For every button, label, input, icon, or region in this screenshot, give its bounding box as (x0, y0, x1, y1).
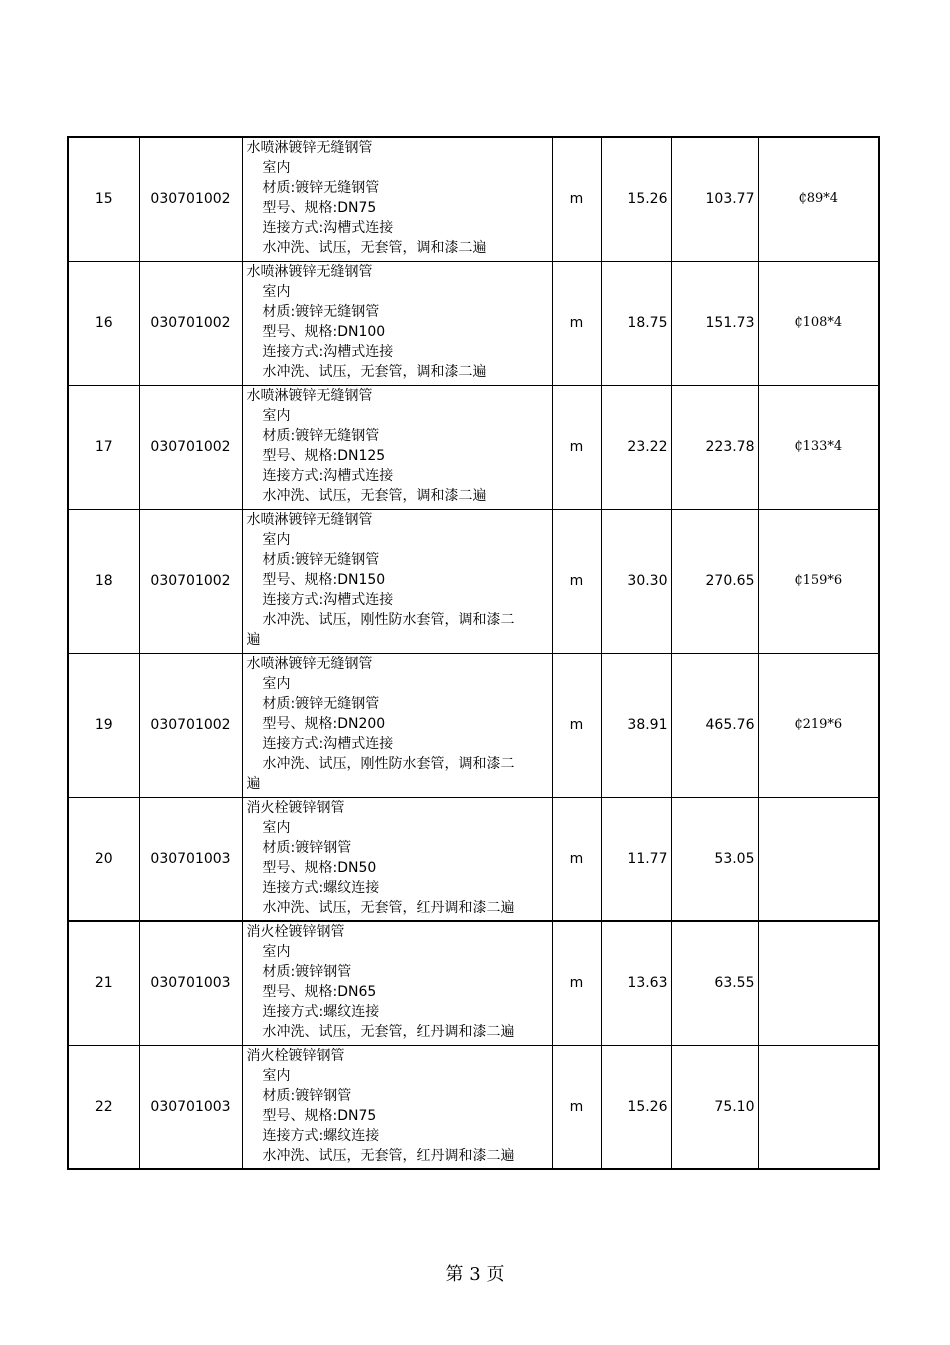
pipe-spec-note-cell: ₵89*4 (758, 137, 879, 261)
description-line: 连接方式:沟槽式连接 (262, 591, 394, 608)
amount-cell: 270.65 (671, 509, 758, 653)
table-row (68, 509, 879, 653)
description-line: 遍 (246, 775, 261, 792)
pipe-spec-note-cell (758, 1045, 879, 1169)
description-line: 室内 (262, 283, 291, 300)
description-title: 水喷淋镀锌无缝钢管 (246, 655, 373, 672)
amount-cell: 75.10 (671, 1045, 758, 1169)
table-row (68, 1045, 879, 1169)
description-line: 型号、规格:DN125 (262, 447, 386, 464)
pipe-spec-note-cell: ₵108*4 (758, 261, 879, 385)
item-code-cell: 030701002 (139, 653, 242, 797)
item-number-cell: 19 (68, 653, 139, 797)
quantity-cell: 23.22 (601, 385, 671, 509)
amount-cell: 151.73 (671, 261, 758, 385)
item-number-cell: 18 (68, 509, 139, 653)
item-description-cell (242, 1045, 552, 1169)
description-line: 材质:镀锌钢管 (262, 964, 352, 980)
description-line: 室内 (262, 944, 291, 960)
amount-cell: 53.05 (671, 797, 758, 921)
unit-cell: m (552, 137, 601, 261)
quantity-cell: 11.77 (601, 797, 671, 921)
description-line: 材质:镀锌钢管 (262, 1087, 352, 1104)
description-line: 型号、规格:DN75 (262, 200, 377, 216)
bill-of-quantities-table (67, 136, 880, 1170)
unit-cell: m (552, 1045, 601, 1169)
unit-cell: m (552, 261, 601, 385)
amount-cell: 103.77 (671, 137, 758, 261)
description-line: 室内 (262, 160, 291, 176)
description-line: 连接方式:螺纹连接 (262, 879, 380, 896)
item-number-cell: 15 (68, 137, 139, 261)
item-code-cell: 030701003 (139, 921, 242, 1045)
amount-cell: 465.76 (671, 653, 758, 797)
amount-cell: 63.55 (671, 921, 758, 1045)
item-code-cell: 030701002 (139, 385, 242, 509)
description-title: 水喷淋镀锌无缝钢管 (246, 387, 373, 404)
description-line: 室内 (262, 407, 291, 424)
description-line: 连接方式:沟槽式连接 (262, 220, 394, 236)
quantity-cell: 30.30 (601, 509, 671, 653)
table-row (68, 921, 879, 1045)
description-line: 遍 (246, 631, 261, 648)
description-title: 水喷淋镀锌无缝钢管 (246, 263, 373, 280)
item-number-cell: 20 (68, 797, 139, 921)
item-description-cell (242, 509, 552, 653)
description-line: 材质:镀锌无缝钢管 (262, 427, 380, 444)
description-line: 型号、规格:DN50 (262, 859, 377, 876)
description-line: 室内 (262, 819, 291, 836)
amount-cell: 223.78 (671, 385, 758, 509)
table-body (68, 137, 879, 1169)
page-number: 第 3 页 (445, 1264, 505, 1285)
description-line: 室内 (262, 531, 291, 548)
item-code-cell: 030701003 (139, 797, 242, 921)
item-description-cell (242, 921, 552, 1045)
description-line: 材质:镀锌无缝钢管 (262, 303, 380, 320)
description-line: 连接方式:沟槽式连接 (262, 735, 394, 752)
item-code-cell: 030701002 (139, 261, 242, 385)
quantity-cell: 18.75 (601, 261, 671, 385)
table-row (68, 261, 879, 385)
item-description-cell (242, 653, 552, 797)
unit-cell: m (552, 797, 601, 921)
item-description-cell (242, 797, 552, 921)
pipe-spec-note-cell: ₵133*4 (758, 385, 879, 509)
item-number-cell: 21 (68, 921, 139, 1045)
description-line: 型号、规格:DN75 (262, 1107, 377, 1124)
description-line: 型号、规格:DN200 (262, 715, 386, 732)
item-description-cell (242, 385, 552, 509)
description-line: 连接方式:螺纹连接 (262, 1004, 380, 1020)
pipe-spec-note-cell (758, 797, 879, 921)
quantity-cell: 15.26 (601, 1045, 671, 1169)
description-title: 消火栓镀锌钢管 (246, 799, 345, 816)
pipe-spec-note-cell: ₵159*6 (758, 509, 879, 653)
description-line: 型号、规格:DN150 (262, 571, 386, 588)
description-line: 水冲洗、试压，无套管，红丹调和漆二遍 (262, 899, 515, 916)
description-line: 水冲洗、试压，无套管，调和漆二遍 (262, 487, 487, 504)
description-line: 水冲洗、试压，无套管，红丹调和漆二遍 (262, 1147, 515, 1164)
description-line: 连接方式:螺纹连接 (262, 1127, 380, 1144)
item-code-cell: 030701003 (139, 1045, 242, 1169)
description-line: 连接方式:沟槽式连接 (262, 467, 394, 484)
item-number-cell: 16 (68, 261, 139, 385)
unit-cell: m (552, 921, 601, 1045)
description-title: 水喷淋镀锌无缝钢管 (246, 511, 373, 528)
description-line: 材质:镀锌无缝钢管 (262, 180, 380, 196)
description-line: 连接方式:沟槽式连接 (262, 343, 394, 360)
description-line: 室内 (262, 1067, 291, 1084)
description-line: 水冲洗、试压，无套管，红丹调和漆二遍 (262, 1024, 515, 1040)
unit-cell: m (552, 385, 601, 509)
pipe-spec-note-cell: ₵219*6 (758, 653, 879, 797)
description-line: 材质:镀锌无缝钢管 (262, 551, 380, 568)
description-line: 水冲洗、试压，刚性防水套管，调和漆二 (262, 611, 515, 628)
item-description-cell (242, 261, 552, 385)
description-line: 水冲洗、试压，无套管，调和漆二遍 (262, 240, 487, 256)
item-description-cell (242, 137, 552, 261)
description-title: 水喷淋镀锌无缝钢管 (246, 140, 373, 156)
table-row (68, 797, 879, 921)
item-code-cell: 030701002 (139, 509, 242, 653)
description-line: 室内 (262, 675, 291, 692)
item-code-cell: 030701002 (139, 137, 242, 261)
description-line: 型号、规格:DN65 (262, 984, 377, 1000)
quantity-cell: 15.26 (601, 137, 671, 261)
table-row (68, 653, 879, 797)
description-line: 型号、规格:DN100 (262, 323, 386, 340)
description-line: 材质:镀锌钢管 (262, 839, 352, 856)
description-title: 消火栓镀锌钢管 (246, 1047, 345, 1064)
table-row (68, 137, 879, 261)
description-line: 水冲洗、试压，刚性防水套管，调和漆二 (262, 755, 515, 772)
item-number-cell: 22 (68, 1045, 139, 1169)
quantity-cell: 38.91 (601, 653, 671, 797)
item-number-cell: 17 (68, 385, 139, 509)
unit-cell: m (552, 653, 601, 797)
description-line: 材质:镀锌无缝钢管 (262, 695, 380, 712)
description-title: 消火栓镀锌钢管 (246, 924, 345, 940)
pipe-spec-note-cell (758, 921, 879, 1045)
quantity-cell: 13.63 (601, 921, 671, 1045)
table-row (68, 385, 879, 509)
description-line: 水冲洗、试压，无套管，调和漆二遍 (262, 363, 487, 380)
unit-cell: m (552, 509, 601, 653)
